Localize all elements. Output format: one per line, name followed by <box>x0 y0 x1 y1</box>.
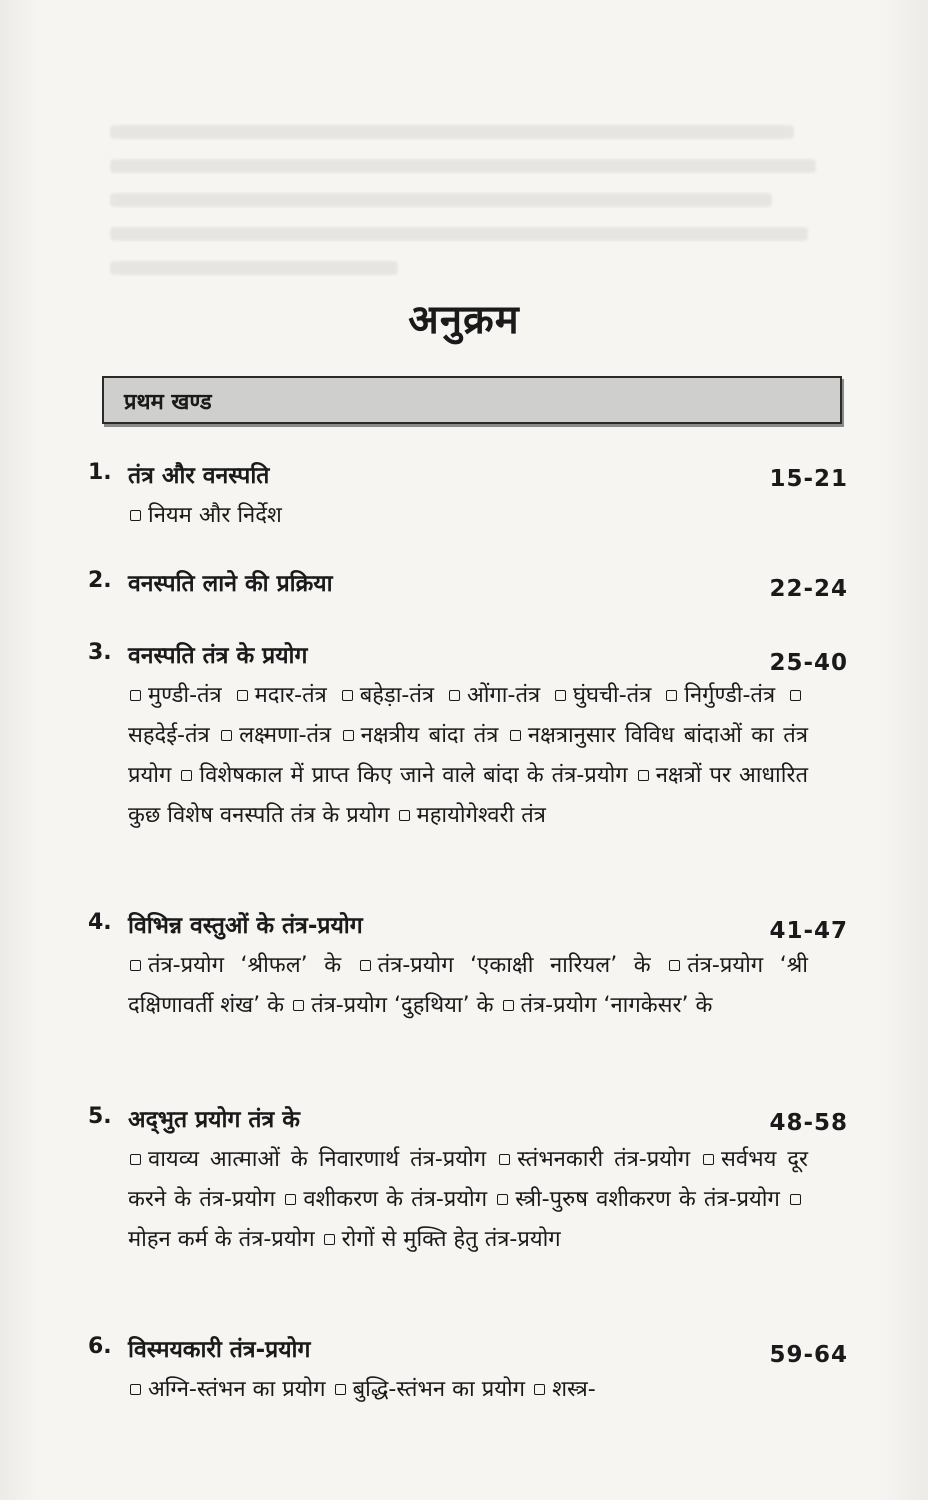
toc-entry[interactable] <box>88 1330 848 1410</box>
entry-pages: 59-64 <box>769 1342 848 1368</box>
checkbox-icon <box>669 960 680 971</box>
toc-entry[interactable] <box>88 564 848 604</box>
show-through-text <box>110 105 830 305</box>
checkbox-icon <box>237 690 248 701</box>
checkbox-icon <box>130 1384 141 1395</box>
subtopic: अग्नि-स्तंभन का प्रयोग <box>148 1377 326 1402</box>
subtopic: महायोगेश्वरी तंत्र <box>416 803 546 828</box>
subtopic: ओंगा-तंत्र <box>466 683 541 708</box>
checkbox-icon <box>130 690 141 701</box>
toc-entry[interactable] <box>88 906 848 1026</box>
entry-number: 1. <box>88 460 112 485</box>
subtopic: तंत्र-प्रयोग ‘श्रीफल’ के <box>148 953 342 978</box>
checkbox-icon <box>342 690 353 701</box>
entry-number: 5. <box>88 1104 112 1129</box>
checkbox-icon <box>130 510 141 521</box>
subtopic: तंत्र-प्रयोग ‘श्री दक्षिणावर्ती शंख’ के <box>128 953 808 1018</box>
subtopic: नक्षत्रानुसार विविध बांदाओं का तंत्र प्रयोग <box>128 723 808 788</box>
subtopic: स्त्री-पुरुष वशीकरण के तंत्र-प्रयोग <box>515 1187 780 1212</box>
toc-entry[interactable] <box>88 456 848 536</box>
checkbox-icon <box>555 690 566 701</box>
checkbox-icon <box>790 1194 801 1205</box>
subtopic: सहदेई-तंत्र <box>128 723 210 748</box>
checkbox-icon <box>221 730 232 741</box>
entry-title: विभिन्न वस्तुओं के तंत्र-प्रयोग <box>128 913 363 939</box>
subtopic: स्तंभनकारी तंत्र-प्रयोग <box>517 1147 691 1172</box>
entry-title: वनस्पति तंत्र के प्रयोग <box>128 643 308 669</box>
entry-number: 2. <box>88 568 112 593</box>
checkbox-icon <box>293 1000 304 1011</box>
checkbox-icon <box>285 1194 296 1205</box>
subtopic: लक्ष्मणा-तंत्र <box>239 723 332 748</box>
checkbox-icon <box>497 1194 508 1205</box>
section-header <box>102 376 842 424</box>
subtopic: घुंघची-तंत्र <box>573 683 652 708</box>
entry-title: वनस्पति लाने की प्रक्रिया <box>128 571 333 597</box>
subtopic: निर्गुण्डी-तंत्र <box>684 683 776 708</box>
subtopic: सर्वभय दूर करने के तंत्र-प्रयोग <box>128 1147 808 1212</box>
subtopic: बुद्धि-स्तंभन का प्रयोग <box>352 1377 526 1402</box>
checkbox-icon <box>130 1154 141 1165</box>
entry-number: 3. <box>88 640 112 665</box>
checkbox-icon <box>130 960 141 971</box>
entry-subtopics <box>128 1140 808 1260</box>
subtopic: मुण्डी-तंत्र <box>148 683 222 708</box>
checkbox-icon <box>399 810 410 821</box>
subtopic: तंत्र-प्रयोग ‘दुहथिया’ के <box>311 993 494 1018</box>
checkbox-icon <box>534 1384 545 1395</box>
subtopic: विशेषकाल में प्राप्त किए जाने वाले बांदा के तंत्र-प्रयोग <box>199 763 628 788</box>
entry-pages: 15-21 <box>769 466 848 492</box>
entry-pages: 41-47 <box>769 918 848 944</box>
entry-subtopics <box>128 676 808 836</box>
subtopic: नक्षत्रीय बांदा तंत्र <box>360 723 499 748</box>
section-label: प्रथम खण्ड <box>124 390 212 415</box>
subtopic: वशीकरण के तंत्र-प्रयोग <box>303 1187 488 1212</box>
checkbox-icon <box>638 770 649 781</box>
checkbox-icon <box>343 730 354 741</box>
subtopic: वायव्य आत्माओं के निवारणार्थ तंत्र-प्रयोग <box>148 1147 487 1172</box>
subtopic: शस्त्र- <box>552 1377 596 1402</box>
entry-pages: 25-40 <box>769 650 848 676</box>
page-title: अनुक्रम <box>408 297 520 343</box>
checkbox-icon <box>324 1234 335 1245</box>
entry-subtopics <box>128 496 808 536</box>
subtopic: तंत्र-प्रयोग ‘एकाक्षी नारियल’ के <box>377 953 651 978</box>
subtopic: तंत्र-प्रयोग ‘नागकेसर’ के <box>520 993 713 1018</box>
subtopic: नियम और निर्देश <box>148 503 282 528</box>
subtopic: मोहन कर्म के तंत्र-प्रयोग <box>128 1227 315 1252</box>
checkbox-icon <box>510 730 521 741</box>
subtopic: नक्षत्रों पर आधारित कुछ विशेष वनस्पति तंत्र के प्रयोग <box>128 763 808 828</box>
entry-number: 4. <box>88 910 112 935</box>
subtopic: मदार-तंत्र <box>254 683 327 708</box>
entry-title: विस्मयकारी तंत्र-प्रयोग <box>128 1337 311 1363</box>
entry-title: अद्‌भुत प्रयोग तंत्र के <box>128 1107 300 1133</box>
checkbox-icon <box>499 1154 510 1165</box>
checkbox-icon <box>360 960 371 971</box>
subtopic: बहेड़ा-तंत्र <box>359 683 435 708</box>
entry-number: 6. <box>88 1334 112 1359</box>
entry-pages: 48-58 <box>769 1110 848 1136</box>
toc-entry[interactable] <box>88 636 848 836</box>
subtopic: रोगों से मुक्ति हेतु तंत्र-प्रयोग <box>341 1227 561 1252</box>
checkbox-icon <box>335 1384 346 1395</box>
entry-pages: 22-24 <box>769 576 848 602</box>
entry-subtopics <box>128 1370 808 1410</box>
entry-subtopics <box>128 946 808 1026</box>
checkbox-icon <box>703 1154 714 1165</box>
checkbox-icon <box>790 690 801 701</box>
checkbox-icon <box>503 1000 514 1011</box>
checkbox-icon <box>666 690 677 701</box>
toc-entry[interactable] <box>88 1100 848 1260</box>
checkbox-icon <box>181 770 192 781</box>
entry-title: तंत्र और वनस्पति <box>128 463 270 489</box>
checkbox-icon <box>449 690 460 701</box>
